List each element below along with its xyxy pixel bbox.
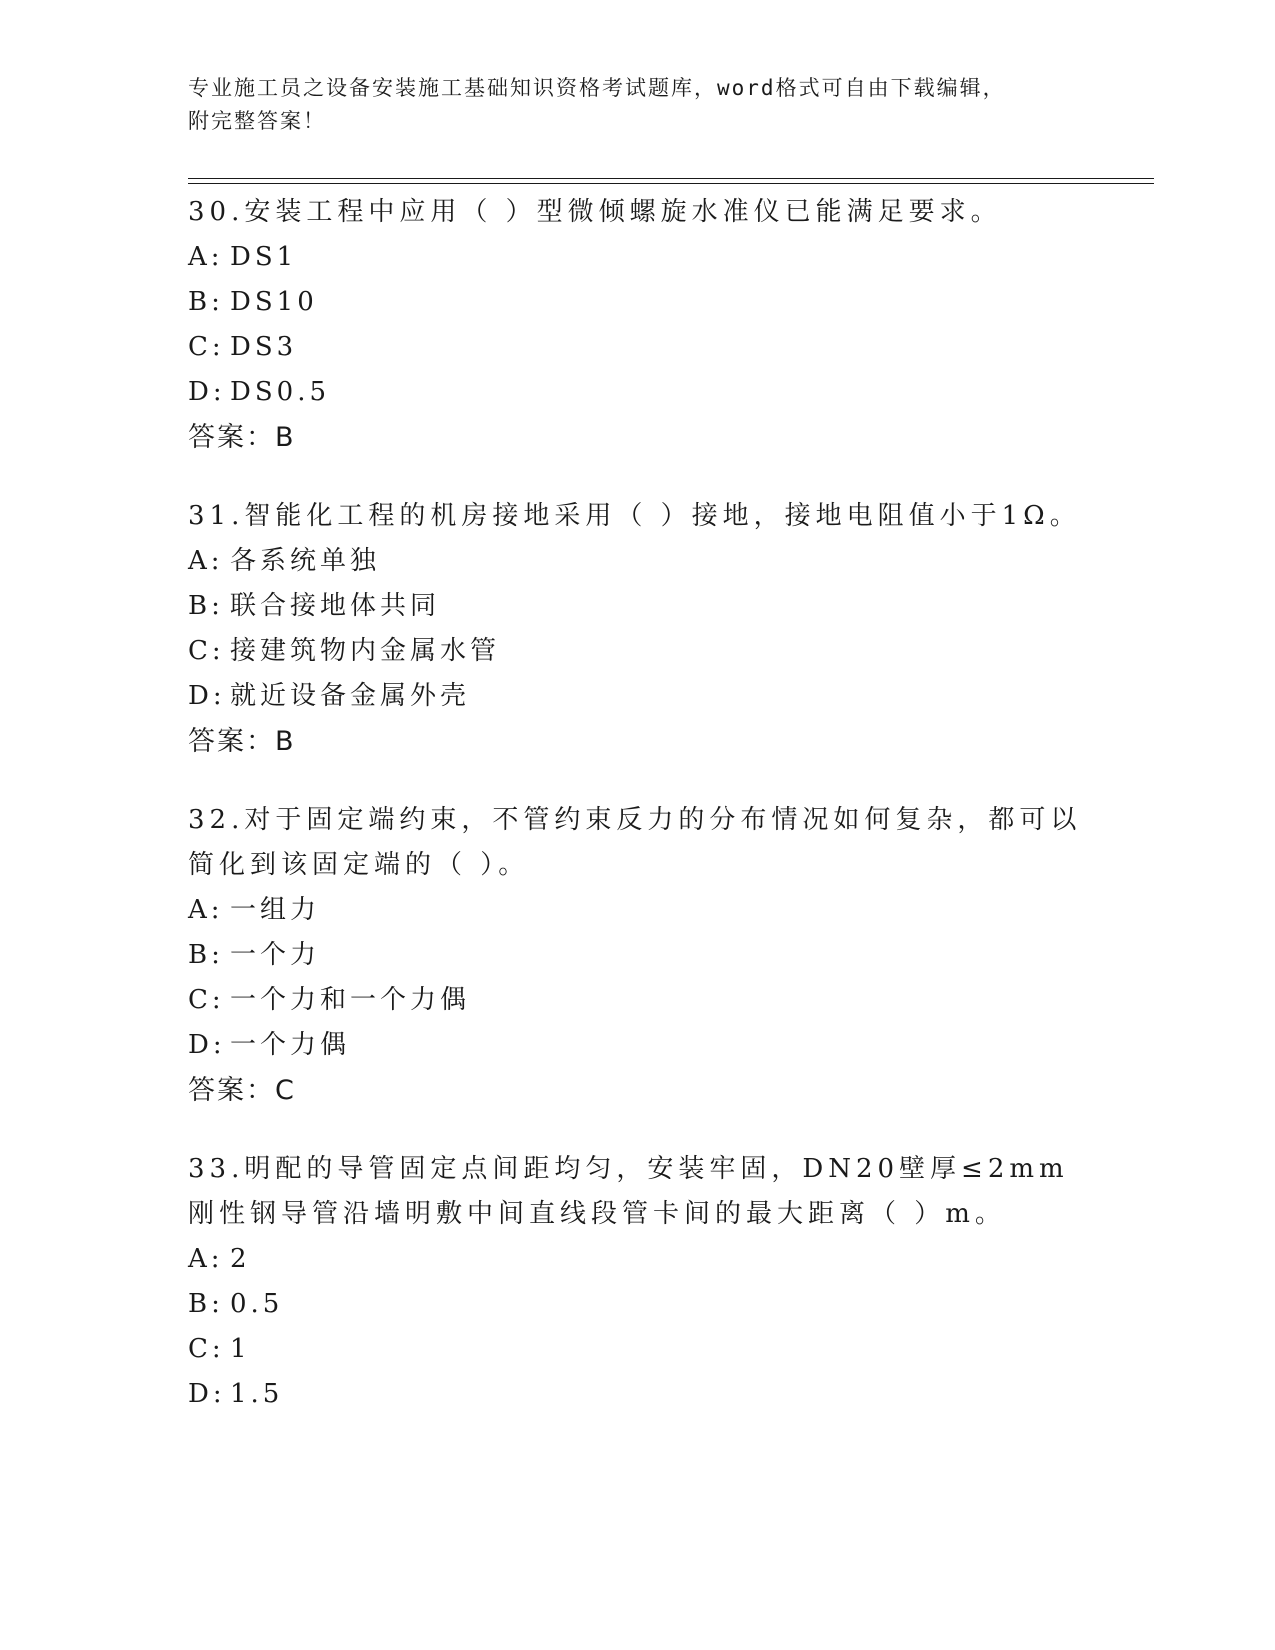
document-header [188,72,1088,138]
option-d [188,370,1088,415]
option-c [188,325,1088,370]
option-letter: C: [188,1334,225,1364]
option-text: 联合接地体共同 [230,591,441,621]
question-text: 33.明配的导管固定点间距均匀，安装牢固，DN20壁厚≤2mm刚性钢导管沿墙明敷中间直线段管卡间的最大距离（ ）m。 [188,1154,1069,1229]
option-b [188,1282,1088,1327]
option-letter: D: [188,377,226,407]
option-letter: B: [188,1289,224,1319]
option-letter: B: [188,591,224,621]
option-c [188,978,1088,1023]
question-text: 30.安装工程中应用（ ）型微倾螺旋水准仪已能满足要求。 [188,197,1002,227]
option-text: 一组力 [230,895,321,925]
option-letter: D: [188,1379,226,1409]
option-text: 2 [230,1244,251,1274]
option-text: DS10 [230,287,318,317]
answer-line: 答案：B [188,422,296,453]
question-text: 32.对于固定端约束，不管约束反力的分布情况如何复杂，都可以简化到该固定端的（ ）。 [188,805,1082,880]
option-letter: B: [188,940,224,970]
header-line-1: 专业施工员之设备安装施工基础知识资格考试题库，word格式可自由下载编辑， [188,76,1006,100]
option-letter: D: [188,1030,226,1060]
option-letter: D: [188,681,226,711]
option-letter: A: [188,546,224,576]
option-text: DS1 [230,242,298,272]
header-divider-bottom [188,183,1154,184]
option-letter: C: [188,985,225,1015]
option-b [188,280,1088,325]
option-letter: C: [188,332,225,362]
option-text: 0.5 [230,1289,284,1319]
option-text: 一个力和一个力偶 [230,985,471,1015]
option-a [188,888,1088,933]
option-letter: C: [188,636,225,666]
question-31 [188,494,1088,764]
header-line-2: 附完整答案！ [188,109,326,133]
option-c [188,629,1088,674]
option-text: 1 [230,1334,251,1364]
option-a [188,235,1088,280]
option-a [188,539,1088,584]
answer-line: 答案：B [188,726,296,757]
option-text: 一个力偶 [230,1030,351,1060]
option-c [188,1327,1088,1372]
question-list [188,190,1088,1451]
option-text: 各系统单独 [230,546,381,576]
option-d [188,1023,1088,1068]
question-33 [188,1147,1088,1417]
answer-line: 答案：C [188,1075,296,1106]
option-letter: B: [188,287,224,317]
option-letter: A: [188,1244,224,1274]
option-a [188,1237,1088,1282]
option-text: 就近设备金属外壳 [230,681,471,711]
header-divider-top [188,178,1154,179]
option-d [188,674,1088,719]
option-letter: A: [188,242,224,272]
option-letter: A: [188,895,224,925]
option-text: 1.5 [230,1379,284,1409]
option-b [188,584,1088,629]
question-30 [188,190,1088,460]
option-text: 一个力 [230,940,321,970]
option-d [188,1372,1088,1417]
option-text: 接建筑物内金属水管 [230,636,501,666]
question-text: 31.智能化工程的机房接地采用（ ）接地，接地电阻值小于1Ω。 [188,501,1081,531]
question-32 [188,798,1088,1113]
option-text: DS0.5 [230,377,331,407]
option-b [188,933,1088,978]
option-text: DS3 [230,332,298,362]
